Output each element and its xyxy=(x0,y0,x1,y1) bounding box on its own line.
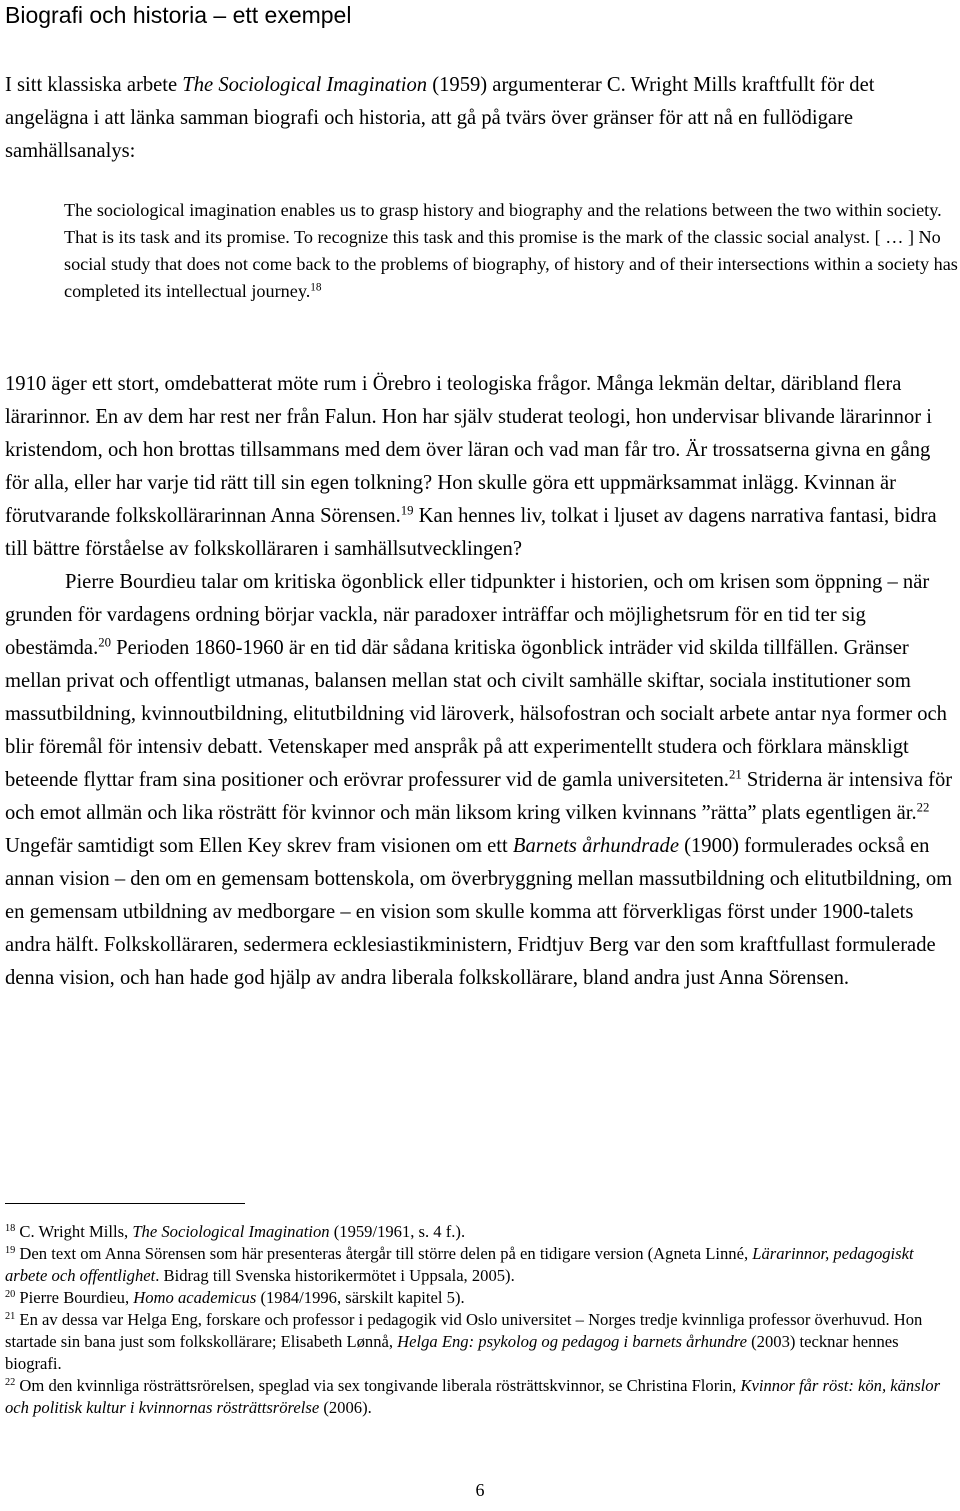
block-quote xyxy=(64,197,959,305)
footnote-number: 21 xyxy=(5,1311,16,1323)
footnote-number: 18 xyxy=(5,1223,16,1235)
p1-text-1: 1910 äger ett stort, omdebatterat möte rum i Örebro i teologiska frågor. Många lekmän deltar, däribland flera lärarinnor. En av dem har rest ner från Falun. Hon har själv studerat teologi, hon undervisar blivande lärarinnor i kristendom, och hon brottas tillsammans med dem över läran och vad man får tro. Är trossatserna givna en gång för alla, eller har varje tid rätt till sin egen tolkning? Hon skulle göra ett uppmärksammat inlägg. Kvinnan är förutvarande folkskollärarinnan Anna Sörensen. xyxy=(5,373,932,527)
footnote-italic: Homo academicus xyxy=(133,1288,257,1307)
footnote-text: C. Wright Mills, xyxy=(15,1222,133,1241)
footnote-ref-22: 22 xyxy=(916,800,930,815)
footnote-text: Pierre Bourdieu, xyxy=(15,1288,134,1307)
footnote-italic: Helga Eng: psykolog og pedagog i barnets århundre xyxy=(397,1332,747,1351)
section-heading: Biografi och historia – ett exempel xyxy=(5,2,352,28)
footnote xyxy=(5,1375,955,1419)
footnote-text: Den text om Anna Sörensen som här presenteras återgår till större delen på en tidigare version (Agneta Linné, xyxy=(15,1244,753,1263)
footnote-number: 20 xyxy=(5,1289,16,1301)
p2-text-1: Pierre Bourdieu talar om kritiska ögonblick eller tidpunkter i historien, och om krisen som öppning – när grunden för vardagens ordning börjar vackla, när paradoxer inträffar och möjlighetsrum för en tid ter sig obestämda. xyxy=(5,571,930,659)
body-paragraph-1 xyxy=(5,368,957,566)
intro-paragraph xyxy=(5,69,955,168)
footnote-italic: Lärarinnor, pedagogiskt arbete och offentlighet xyxy=(5,1244,914,1285)
intro-text-2: (1959) argumenterar C. Wright Mills kraftfullt för det angelägna i att länka samman biografi och historia, att gå på tvärs över gränser för att nå en fullödigare samhällsanalys: xyxy=(5,74,875,162)
footnote-text: (2006). xyxy=(319,1398,372,1417)
footnote-ref-21: 21 xyxy=(728,767,742,782)
footnote-number: 19 xyxy=(5,1245,16,1257)
body-text xyxy=(5,368,957,995)
footnote-text: (1984/1996, särskilt kapitel 5). xyxy=(256,1288,465,1307)
p2-text-2: Perioden 1860-1960 är en tid där sådana kritiska ögonblick inträder vid skilda tillfällen. Gränser mellan privat och offentligt utmanas, balansen mellan stat och civilt samhälle skiftar, sociala institutioner som massutbildning, kvinnoutbildning, elitutbildning vid läroverk, hälsofostran och socialt arbete antar nya former och blir föremål för intensiv debatt. Vetenskaper med anspråk på att experimentellt studera och förklara mänskligt beteende flyttar fram sina positioner och erövrar professurer vid de gamla universiteten. xyxy=(5,637,947,791)
p2-text-3: Striderna är intensiva för och emot allmän och lika rösträtt för kvinnor och män liksom kring vilken kvinnans ”rätta” plats egentligen är. xyxy=(5,769,953,824)
footnote-ref-18: 18 xyxy=(310,281,322,294)
footnote-italic: The Sociological Imagination xyxy=(132,1222,330,1241)
footnote-text: Om den kvinnliga rösträttsrörelsen, speglad via sex tongivande liberala rösträttskvinnor, se Christina Florin, xyxy=(15,1376,741,1395)
footnote-ref-19: 19 xyxy=(400,503,414,518)
footnote-text: . Bidrag till Svenska historikermötet i Uppsala, 2005). xyxy=(155,1266,515,1285)
intro-title-italic: The Sociological Imagination xyxy=(182,74,428,96)
footnote xyxy=(5,1287,955,1309)
footnote-ref-20: 20 xyxy=(98,635,111,650)
p2-text-4: Ungefär samtidigt som Ellen Key skrev fram visionen om ett xyxy=(5,835,513,857)
page-number: 6 xyxy=(475,1480,485,1500)
intro-text-1: I sitt klassiska arbete xyxy=(5,74,183,96)
p2-italic-title: Barnets århundrade xyxy=(512,835,679,857)
body-paragraph-2 xyxy=(5,566,957,995)
footnotes xyxy=(5,1221,955,1419)
footnote-number: 22 xyxy=(5,1377,16,1389)
footnote-text: En av dessa var Helga Eng, forskare och professor i pedagogik vid Oslo universitet – Norges tredje kvinnliga professor överhuvud. Hon startade sin bana just som folkskollärare; Elisabeth Lønnå, xyxy=(5,1310,923,1351)
footnote xyxy=(5,1221,955,1243)
footnote-separator xyxy=(5,1203,245,1204)
footnote xyxy=(5,1243,955,1287)
footnote-italic: Kvinnor får röst: kön, känslor och politisk kultur i kvinnornas rösträttsrörelse xyxy=(5,1376,941,1417)
p2-text-5: (1900) formulerades också en annan vision – den om en gemensam bottenskola, om överbryggning mellan massutbildning och elitutbildning, om en gemensam utbildning av medborgare – en vision som skulle komma att förverkligas först under 1900-talets andra hälft. Folkskolläraren, sedermera ecklesiastikministern, Fridtjuv Berg var den som kraftfullast formulerade denna vision, och han hade god hjälp av andra liberala folkskollärare, bland andra just Anna Sörensen. xyxy=(5,835,953,989)
p1-text-2: Kan hennes liv, tolkat i ljuset av dagens narrativa fantasi, bidra till bättre förståelse av folkskolläraren i samhällsutvecklingen? xyxy=(5,505,937,560)
footnote xyxy=(5,1309,955,1375)
footnote-text: (1959/1961, s. 4 f.). xyxy=(329,1222,466,1241)
quote-text: The sociological imagination enables us to grasp history and biography and the relations between the two within society. That is its task and its promise. To recognize this task and this promise is the mark of the classic social analyst. [ … ] No social study that does not come back to the problems of biography, of history and of their intersections within a society has completed its intellectual journey. xyxy=(64,200,958,301)
footnote-text: (2003) tecknar hennes biografi. xyxy=(5,1332,899,1373)
